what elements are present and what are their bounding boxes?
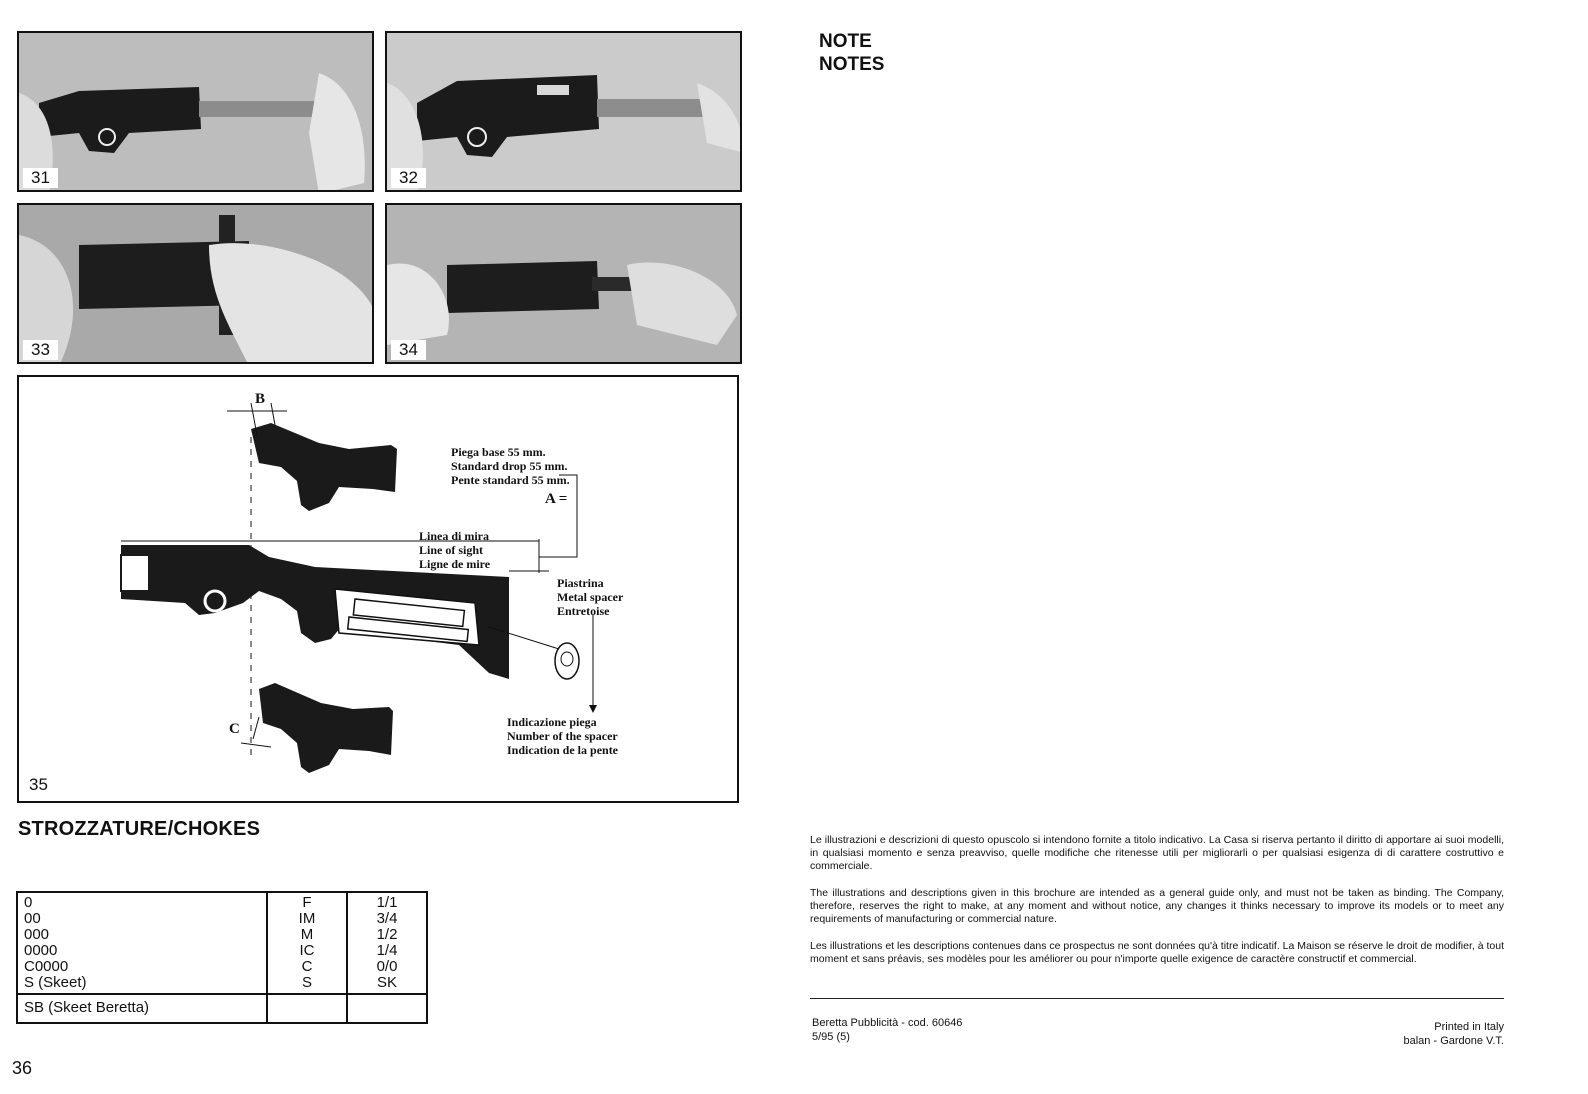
- photo-32: [385, 31, 742, 192]
- stock-drop-drawing: [19, 377, 737, 801]
- choke-fractions-cell: 1/1 3/4 1/2 1/4 0/0 SK: [347, 892, 427, 994]
- standard-drop-label: Piega base 55 mm. Standard drop 55 mm. Pente standard 55 mm.: [451, 445, 570, 487]
- shotgun-photo-illustration: [19, 205, 374, 364]
- notes-heading: NOTE NOTES: [819, 31, 885, 75]
- photo-34: [385, 203, 742, 364]
- chokes-title: STROZZATURE/CHOKES: [18, 818, 261, 840]
- disclaimer-italian: Le illustrazioni e descrizioni di questo opuscolo si intendono fornite a titolo indicativo. La Casa si riserva pertanto il diritto di apportare ai suoi modelli, in qualsiasi momento e senza preavviso, quelle modifiche che ritenesse utili per migliorarli o per qualsiasi esigenza di di carattere costruttivo e commerciale.: [810, 834, 1504, 872]
- photo-number: 32: [391, 168, 426, 188]
- shotgun-photo-illustration: [387, 205, 742, 364]
- footer-right: Printed in Italy balan - Gardone V.T.: [1403, 1021, 1504, 1047]
- choke-fraction-cell: [347, 994, 427, 1023]
- table-row: [17, 892, 427, 994]
- metal-spacer-label: Piastrina Metal spacer Entretoise: [557, 576, 624, 618]
- choke-name-cell: SB (Skeet Beretta): [17, 994, 267, 1023]
- choke-codes-cell: F IM M IC C S: [267, 892, 347, 994]
- disclaimer-english: The illustrations and descriptions given in this brochure are intended as a general guide only, and must not be taken as binding. The Company, therefore, reserves the right to make, at any moment and without notice, any changes it thinks necessary to improve its models or to meet any requirements of manufacturing or commercial nature.: [810, 887, 1504, 925]
- disclaimer-french: Les illustrations et les descriptions contenues dans ce prospectus ne sont données qu'à titre indicatif. La Maison se réserve le droit de modifier, à tout moment et sans préavis, ses modèles pour les améliorer ou pour n'importe quelle exigence de caractère constructif et commercial.: [810, 940, 1504, 965]
- stock-adjustment-diagram: [17, 375, 739, 803]
- dimension-letter-c: C: [229, 721, 240, 737]
- footer-left: Beretta Pubblicità - cod. 60646 5/95 (5): [812, 1017, 963, 1043]
- photo-number: 31: [23, 168, 58, 188]
- choke-names-cell: 0 00 000 0000 C0000 S (Skeet): [17, 892, 267, 994]
- shotgun-photo-illustration: [387, 33, 742, 192]
- page-number: 36: [12, 1058, 33, 1078]
- photo-number: 33: [23, 340, 58, 360]
- line-of-sight-label: Linea di mira Line of sight Ligne de mire: [419, 529, 491, 571]
- photo-number: 34: [391, 340, 426, 360]
- diagram-number: 35: [29, 775, 48, 794]
- footer-divider: [810, 998, 1504, 999]
- dimension-letter-a: A =: [545, 491, 568, 507]
- table-row: [17, 994, 427, 1023]
- shotgun-photo-illustration: [19, 33, 374, 192]
- dimension-letter-b: B: [255, 391, 266, 407]
- spacer-number-label: Indicazione piega Number of the spacer Indication de la pente: [507, 715, 619, 757]
- photo-33: [17, 203, 374, 364]
- photo-31: [17, 31, 374, 192]
- choke-code-cell: [267, 994, 347, 1023]
- chokes-table: [16, 891, 428, 1024]
